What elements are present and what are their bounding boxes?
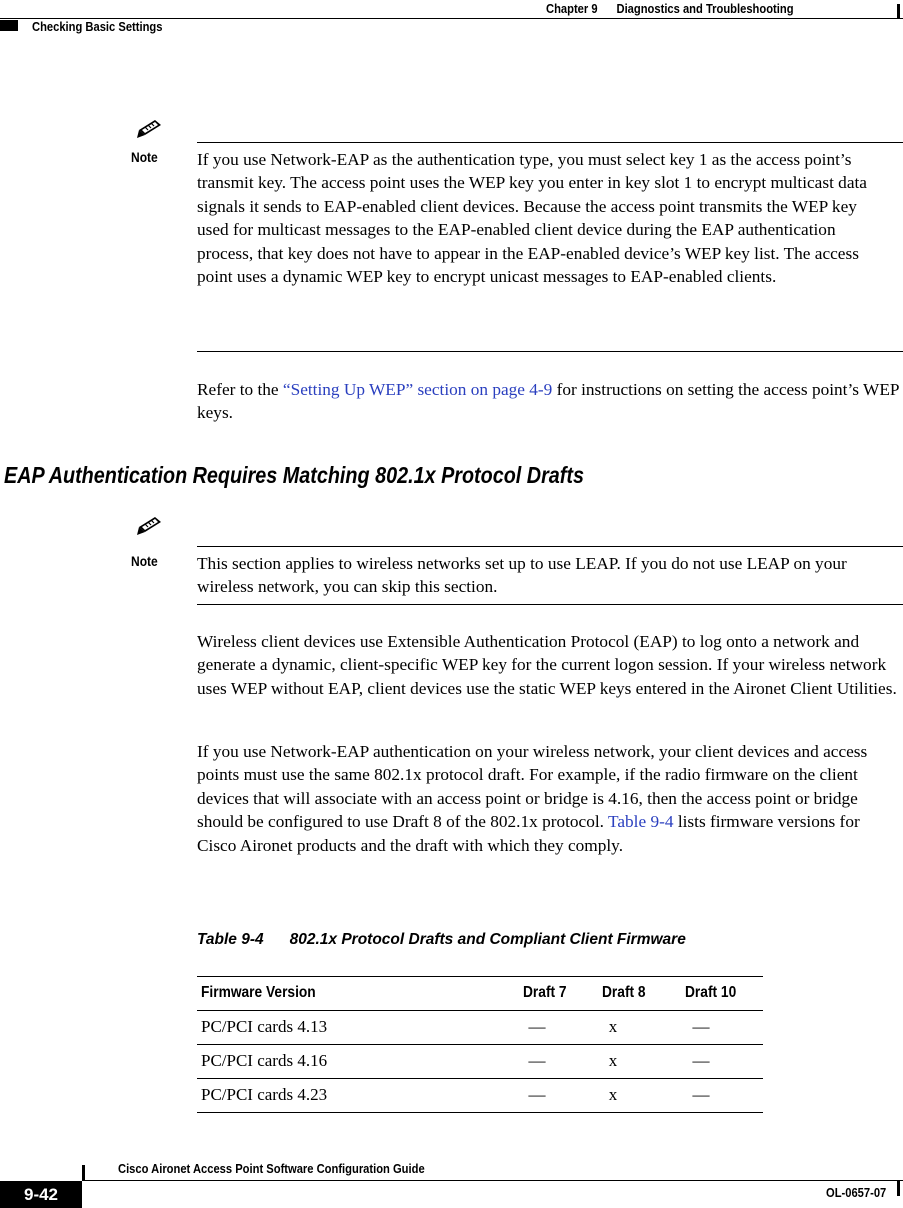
table-row <box>197 1078 763 1113</box>
header-chapter <box>546 1 794 16</box>
cell-draft-10: — <box>692 1085 710 1104</box>
header-draft-10: Draft 10 <box>685 984 737 1001</box>
refer-paragraph <box>197 378 902 425</box>
header-draft-7: Draft 7 <box>523 984 567 1001</box>
note-label: Note <box>131 553 158 569</box>
cell-firmware: PC/PCI cards 4.13 <box>201 1017 328 1036</box>
draft-suffix: lists firmware versions for Cisco Aironet products and the draft with which they comply. <box>197 812 860 855</box>
firmware-table <box>197 976 763 1113</box>
footer-guide-title: Cisco Aironet Access Point Software Configuration Guide <box>118 1161 425 1176</box>
header-block <box>0 20 18 31</box>
setting-up-wep-link[interactable]: “Setting Up WEP” section on page 4-9 <box>282 380 553 399</box>
cell-draft-7: — <box>528 1051 546 1070</box>
cell-draft-8: x <box>608 1085 618 1104</box>
note-bottom-rule <box>197 351 903 352</box>
footer-tick-right <box>897 1181 900 1196</box>
header-tick <box>897 4 900 19</box>
cell-draft-8: x <box>608 1051 618 1070</box>
eap-paragraph: Wireless client devices use Extensible Authentication Protocol (EAP) to log onto a network and generate a dynamic, client-specific WEP key for the current logon session. If your wireless network uses WEP without EAP, client devices use the static WEP keys entered in the Aironet Client Utilities. <box>197 632 897 698</box>
table-title: 802.1x Protocol Drafts and Compliant Client Firmware <box>289 931 686 948</box>
table-header-row <box>197 976 763 1010</box>
cell-draft-10: — <box>692 1017 710 1036</box>
footer-rule <box>82 1180 903 1181</box>
cell-draft-8: x <box>608 1017 618 1036</box>
refer-suffix: for instructions on setting the access point’s WEP keys. <box>197 380 899 423</box>
note-top-rule <box>197 142 903 143</box>
header-section: Checking Basic Settings <box>32 19 163 34</box>
cell-draft-10: — <box>692 1051 710 1070</box>
header-firmware-version: Firmware Version <box>201 984 316 1001</box>
section-heading: EAP Authentication Requires Matching 802.1x Protocol Drafts <box>4 462 584 488</box>
doc-number: OL-0657-07 <box>826 1185 887 1200</box>
table-9-4-link[interactable]: Table 9-4 <box>608 812 674 832</box>
cell-draft-7: — <box>528 1017 546 1036</box>
refer-prefix: Refer to the <box>197 380 283 399</box>
draft-prefix: If you use Network-EAP authentication on your wireless network, your client devices and access points must use the same 802.1x protocol draft. For example, if the radio firmware on the client devices that will associate with an access point or bridge is 4.16, then the access point or bridge should be configured to use Draft 8 of the 802.1x protocol. <box>197 742 868 832</box>
footer-tick <box>82 1165 85 1180</box>
pencil-note-icon <box>137 117 165 139</box>
note-top-rule <box>197 546 903 547</box>
chapter-title: Diagnostics and Troubleshooting <box>616 1 794 16</box>
draft-paragraph <box>197 740 902 857</box>
note-text: If you use Network-EAP as the authentication type, you must select key 1 as the access point’s transmit key. The access point uses the WEP key you enter in key slot 1 to encrypt multicast data signals it sends to EAP-enabled client devices. Because the access point transmits the WEP key used for multicast messages to the EAP-enabled client device during the EAP authentication process, that key does not have to appear in the EAP-enabled device’s WEP key list. The access point uses a dynamic WEP key to encrypt unicast messages to EAP-enabled clients. <box>197 150 867 287</box>
cell-firmware: PC/PCI cards 4.23 <box>201 1085 328 1104</box>
note-text: This section applies to wireless networks set up to use LEAP. If you do not use LEAP on your wireless network, you can skip this section. <box>197 554 847 597</box>
table-row <box>197 1044 763 1078</box>
cell-firmware: PC/PCI cards 4.16 <box>201 1051 328 1070</box>
table-row <box>197 1010 763 1044</box>
pencil-note-icon <box>137 514 165 536</box>
table-number: Table 9-4 <box>197 931 264 948</box>
note-label: Note <box>131 149 158 165</box>
table-caption <box>197 931 686 949</box>
chapter-number: Chapter 9 <box>546 1 598 16</box>
page-number: 9-42 <box>0 1181 82 1208</box>
note-bottom-rule <box>197 604 903 605</box>
header-draft-8: Draft 8 <box>602 984 646 1001</box>
cell-draft-7: — <box>528 1085 546 1104</box>
